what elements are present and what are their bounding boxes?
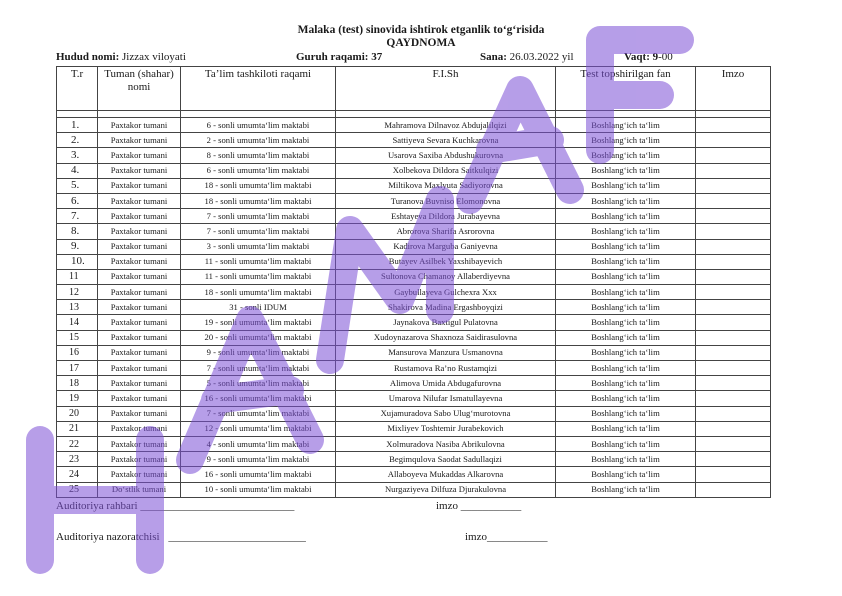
table-header-row	[57, 67, 771, 111]
table-row	[57, 163, 771, 178]
table-row	[57, 436, 771, 451]
observer-line	[56, 531, 306, 543]
table-row	[57, 148, 771, 163]
row-signature	[696, 254, 771, 269]
row-subject: Boshlang‘ich ta‘lim	[556, 133, 696, 148]
row-signature	[696, 269, 771, 284]
row-fullname: Jaynakova Baxtigul Pulatovna	[336, 315, 556, 330]
table-row	[57, 300, 771, 315]
row-fullname: Mansurova Manzura Usmanovna	[336, 345, 556, 360]
observer-signature-blank: _________________________	[168, 531, 306, 543]
row-district: Paxtakor tumani	[98, 376, 181, 391]
row-fullname: Butayev Asilbek Yaxshibayevich	[336, 254, 556, 269]
row-subject: Boshlang‘ich ta‘lim	[556, 421, 696, 436]
row-signature	[696, 345, 771, 360]
row-district: Paxtakor tumani	[98, 300, 181, 315]
table-row	[57, 315, 771, 330]
row-school: 2 - sonli umumta‘lim maktabi	[181, 133, 336, 148]
row-subject: Boshlang‘ich ta‘lim	[556, 178, 696, 193]
row-school: 11 - sonli umumta‘lim maktabi	[181, 254, 336, 269]
table-row	[57, 178, 771, 193]
row-school: 11 - sonli umumta‘lim maktabi	[181, 269, 336, 284]
header-spacer-row	[57, 111, 771, 118]
row-signature	[696, 285, 771, 300]
date-info	[480, 51, 574, 63]
row-district: Paxtakor tumani	[98, 361, 181, 376]
row-school: 20 - sonli umumta‘lim maktabi	[181, 330, 336, 345]
document-title: Malaka (test) sinovida ishtirok etganlik to‘g‘risida	[297, 24, 545, 36]
row-school: 18 - sonli umumta‘lim maktabi	[181, 193, 336, 208]
row-school: 7 - sonli umumta‘lim maktabi	[181, 406, 336, 421]
row-fullname: Shakirova Madina Ergashboyqizi	[336, 300, 556, 315]
row-signature	[696, 452, 771, 467]
table-row	[57, 224, 771, 239]
time-value-hour: 9	[652, 51, 659, 63]
row-number: 23	[57, 452, 98, 467]
table-row	[57, 254, 771, 269]
row-subject: Boshlang‘ich ta‘lim	[556, 436, 696, 451]
attendance-table	[56, 66, 771, 498]
row-subject: Boshlang‘ich ta‘lim	[556, 467, 696, 482]
row-school: 6 - sonli umumta‘lim maktabi	[181, 118, 336, 133]
row-school: 18 - sonli umumta‘lim maktabi	[181, 178, 336, 193]
row-signature	[696, 376, 771, 391]
row-district: Do‘stlik tumani	[98, 482, 181, 497]
row-number: 24	[57, 467, 98, 482]
region-value: Jizzax viloyati	[122, 51, 186, 63]
row-district: Paxtakor tumani	[98, 330, 181, 345]
row-fullname: Xolbekova Dildora Saitkulqizi	[336, 163, 556, 178]
row-subject: Boshlang‘ich ta‘lim	[556, 330, 696, 345]
row-number: 16	[57, 345, 98, 360]
row-signature	[696, 391, 771, 406]
row-fullname: Alimova Umida Abdugafurovna	[336, 376, 556, 391]
row-district: Paxtakor tumani	[98, 209, 181, 224]
row-district: Paxtakor tumani	[98, 224, 181, 239]
date-label: Sana:	[480, 51, 507, 63]
row-fullname: Sattiyeva Sevara Kuchkarovna	[336, 133, 556, 148]
table-row	[57, 452, 771, 467]
row-school: 19 - sonli umumta‘lim maktabi	[181, 315, 336, 330]
row-district: Paxtakor tumani	[98, 345, 181, 360]
row-subject: Boshlang‘ich ta‘lim	[556, 361, 696, 376]
row-district: Paxtakor tumani	[98, 148, 181, 163]
row-school: 3 - sonli umumta‘lim maktabi	[181, 239, 336, 254]
row-number: 5.	[57, 178, 98, 193]
row-subject: Boshlang‘ich ta‘lim	[556, 315, 696, 330]
date-value: 26.03.2022 yil	[509, 51, 574, 63]
row-district: Paxtakor tumani	[98, 163, 181, 178]
observer-label: Auditoriya nazoratchisi	[56, 531, 160, 543]
row-school: 7 - sonli umumta‘lim maktabi	[181, 361, 336, 376]
col-header-subject: Test topshirilgan fan	[556, 67, 696, 111]
table-row	[57, 421, 771, 436]
row-signature	[696, 148, 771, 163]
table-row	[57, 406, 771, 421]
row-district: Paxtakor tumani	[98, 391, 181, 406]
row-district: Paxtakor tumani	[98, 239, 181, 254]
row-school: 18 - sonli umumta‘lim maktabi	[181, 285, 336, 300]
row-school: 7 - sonli umumta‘lim maktabi	[181, 209, 336, 224]
table-row	[57, 285, 771, 300]
row-school: 10 - sonli umumta‘lim maktabi	[181, 482, 336, 497]
row-subject: Boshlang‘ich ta‘lim	[556, 376, 696, 391]
row-fullname: Usarova Saxiba Abdushukurovna	[336, 148, 556, 163]
region-label: Hudud nomi:	[56, 51, 120, 63]
row-fullname: Umarova Nilufar Ismatullayevna	[336, 391, 556, 406]
row-district: Paxtakor tumani	[98, 421, 181, 436]
row-number: 15	[57, 330, 98, 345]
row-school: 9 - sonli umumta‘lim maktabi	[181, 345, 336, 360]
row-fullname: Rustamova Ra’no Rustamqizi	[336, 361, 556, 376]
row-subject: Boshlang‘ich ta‘lim	[556, 285, 696, 300]
table-row	[57, 482, 771, 497]
row-signature	[696, 193, 771, 208]
table-row	[57, 467, 771, 482]
time-label: Vaqt:	[624, 51, 650, 63]
row-fullname: Abrorova Sharifa Asrorovna	[336, 224, 556, 239]
col-header-fullname: F.I.Sh	[336, 67, 556, 111]
group-info	[296, 51, 382, 63]
row-number: 7.	[57, 209, 98, 224]
table-row	[57, 361, 771, 376]
row-subject: Boshlang‘ich ta‘lim	[556, 239, 696, 254]
row-fullname: Mahramova Dilnavoz Abdujalilqizi	[336, 118, 556, 133]
row-subject: Boshlang‘ich ta‘lim	[556, 391, 696, 406]
row-fullname: Begimqulova Saodat Sadullaqizi	[336, 452, 556, 467]
row-fullname: Mixliyev Toshtemir Jurabekovich	[336, 421, 556, 436]
row-signature	[696, 421, 771, 436]
row-fullname: Xujamuradova Sabo Ulug‘murotovna	[336, 406, 556, 421]
row-signature	[696, 239, 771, 254]
row-subject: Boshlang‘ich ta‘lim	[556, 254, 696, 269]
table-row	[57, 345, 771, 360]
row-school: 31 - sonli IDUM	[181, 300, 336, 315]
row-signature	[696, 330, 771, 345]
row-subject: Boshlang‘ich ta‘lim	[556, 452, 696, 467]
row-signature	[696, 300, 771, 315]
table-row	[57, 391, 771, 406]
table-row	[57, 118, 771, 133]
table-row	[57, 376, 771, 391]
row-number: 10.	[57, 254, 98, 269]
row-district: Paxtakor tumani	[98, 285, 181, 300]
row-district: Paxtakor tumani	[98, 452, 181, 467]
row-number: 14	[57, 315, 98, 330]
row-subject: Boshlang‘ich ta‘lim	[556, 269, 696, 284]
table-row	[57, 269, 771, 284]
row-fullname: Turanova Buvniso Elomonovna	[336, 193, 556, 208]
row-district: Paxtakor tumani	[98, 467, 181, 482]
row-signature	[696, 178, 771, 193]
row-number: 20	[57, 406, 98, 421]
row-signature	[696, 163, 771, 178]
group-label: Guruh raqami:	[296, 51, 369, 63]
row-number: 2.	[57, 133, 98, 148]
row-number: 19	[57, 391, 98, 406]
row-subject: Boshlang‘ich ta‘lim	[556, 193, 696, 208]
row-signature	[696, 133, 771, 148]
row-number: 3.	[57, 148, 98, 163]
supervisor-line	[56, 500, 294, 512]
row-fullname: Allaboyeva Mukaddas Alkarovna	[336, 467, 556, 482]
table-row	[57, 330, 771, 345]
table-row	[57, 133, 771, 148]
row-subject: Boshlang‘ich ta‘lim	[556, 209, 696, 224]
col-header-district: Tuman (shahar) nomi	[98, 67, 181, 111]
row-school: 7 - sonli umumta‘lim maktabi	[181, 224, 336, 239]
row-fullname: Eshtayeva Dildora Jurabayevna	[336, 209, 556, 224]
col-header-number: T.r	[57, 67, 98, 111]
supervisor-signature-blank: ____________________________	[140, 500, 295, 512]
row-subject: Boshlang‘ich ta‘lim	[556, 148, 696, 163]
row-district: Paxtakor tumani	[98, 193, 181, 208]
row-district: Paxtakor tumani	[98, 254, 181, 269]
row-school: 9 - sonli umumta‘lim maktabi	[181, 452, 336, 467]
row-number: 12	[57, 285, 98, 300]
row-subject: Boshlang‘ich ta‘lim	[556, 300, 696, 315]
row-school: 5 - sonli umumta‘lim maktabi	[181, 376, 336, 391]
row-number: 25	[57, 482, 98, 497]
row-school: 12 - sonli umumta‘lim maktabi	[181, 421, 336, 436]
row-fullname: Kadirova Marguba Ganiyevna	[336, 239, 556, 254]
supervisor-sign: imzo ___________	[436, 500, 522, 512]
time-value-minutes: -00	[658, 51, 673, 63]
row-number: 17	[57, 361, 98, 376]
time-info	[624, 51, 673, 63]
row-signature	[696, 361, 771, 376]
row-district: Paxtakor tumani	[98, 406, 181, 421]
row-school: 4 - sonli umumta‘lim maktabi	[181, 436, 336, 451]
group-value: 37	[371, 51, 383, 63]
row-signature	[696, 209, 771, 224]
row-number: 11	[57, 269, 98, 284]
row-signature	[696, 436, 771, 451]
row-subject: Boshlang‘ich ta‘lim	[556, 118, 696, 133]
row-signature	[696, 315, 771, 330]
row-district: Paxtakor tumani	[98, 178, 181, 193]
row-subject: Boshlang‘ich ta‘lim	[556, 224, 696, 239]
row-fullname: Nurgaziyeva Dilfuza Djurakulovna	[336, 482, 556, 497]
row-signature	[696, 482, 771, 497]
row-district: Paxtakor tumani	[98, 315, 181, 330]
row-number: 9.	[57, 239, 98, 254]
row-district: Paxtakor tumani	[98, 118, 181, 133]
row-number: 18	[57, 376, 98, 391]
row-number: 8.	[57, 224, 98, 239]
row-number: 6.	[57, 193, 98, 208]
row-fullname: Xudoynazarova Shaxnoza Saidirasulovna	[336, 330, 556, 345]
table-row	[57, 193, 771, 208]
row-subject: Boshlang‘ich ta‘lim	[556, 345, 696, 360]
table-body	[57, 111, 771, 498]
row-number: 22	[57, 436, 98, 451]
row-subject: Boshlang‘ich ta‘lim	[556, 482, 696, 497]
row-signature	[696, 467, 771, 482]
row-subject: Boshlang‘ich ta‘lim	[556, 406, 696, 421]
document-subtitle: QAYDNOMA	[386, 37, 456, 49]
supervisor-label: Auditoriya rahbari	[56, 500, 138, 512]
row-district: Paxtakor tumani	[98, 269, 181, 284]
row-signature	[696, 118, 771, 133]
row-subject: Boshlang‘ich ta‘lim	[556, 163, 696, 178]
table-row	[57, 239, 771, 254]
row-signature	[696, 406, 771, 421]
col-header-signature: Imzo	[696, 67, 771, 111]
region-info	[56, 51, 186, 63]
row-fullname: Gaybullayeva Gulchexra Xxx	[336, 285, 556, 300]
row-district: Paxtakor tumani	[98, 133, 181, 148]
row-number: 13	[57, 300, 98, 315]
row-fullname: Xolmuradova Nasiba Abrikulovna	[336, 436, 556, 451]
row-number: 21	[57, 421, 98, 436]
observer-sign: imzo___________	[465, 531, 548, 543]
row-district: Paxtakor tumani	[98, 436, 181, 451]
row-number: 1.	[57, 118, 98, 133]
row-school: 8 - sonli umumta‘lim maktabi	[181, 148, 336, 163]
col-header-school: Ta’lim tashkiloti raqami	[181, 67, 336, 111]
row-school: 6 - sonli umumta‘lim maktabi	[181, 163, 336, 178]
table-row	[57, 209, 771, 224]
row-fullname: Miltikova Maxlyuta Sadiyorovna	[336, 178, 556, 193]
row-school: 16 - sonli umumta‘lim maktabi	[181, 467, 336, 482]
row-signature	[696, 224, 771, 239]
row-fullname: Sultonova Chamanoy Allaberdiyevna	[336, 269, 556, 284]
row-number: 4.	[57, 163, 98, 178]
row-school: 16 - sonli umumta‘lim maktabi	[181, 391, 336, 406]
